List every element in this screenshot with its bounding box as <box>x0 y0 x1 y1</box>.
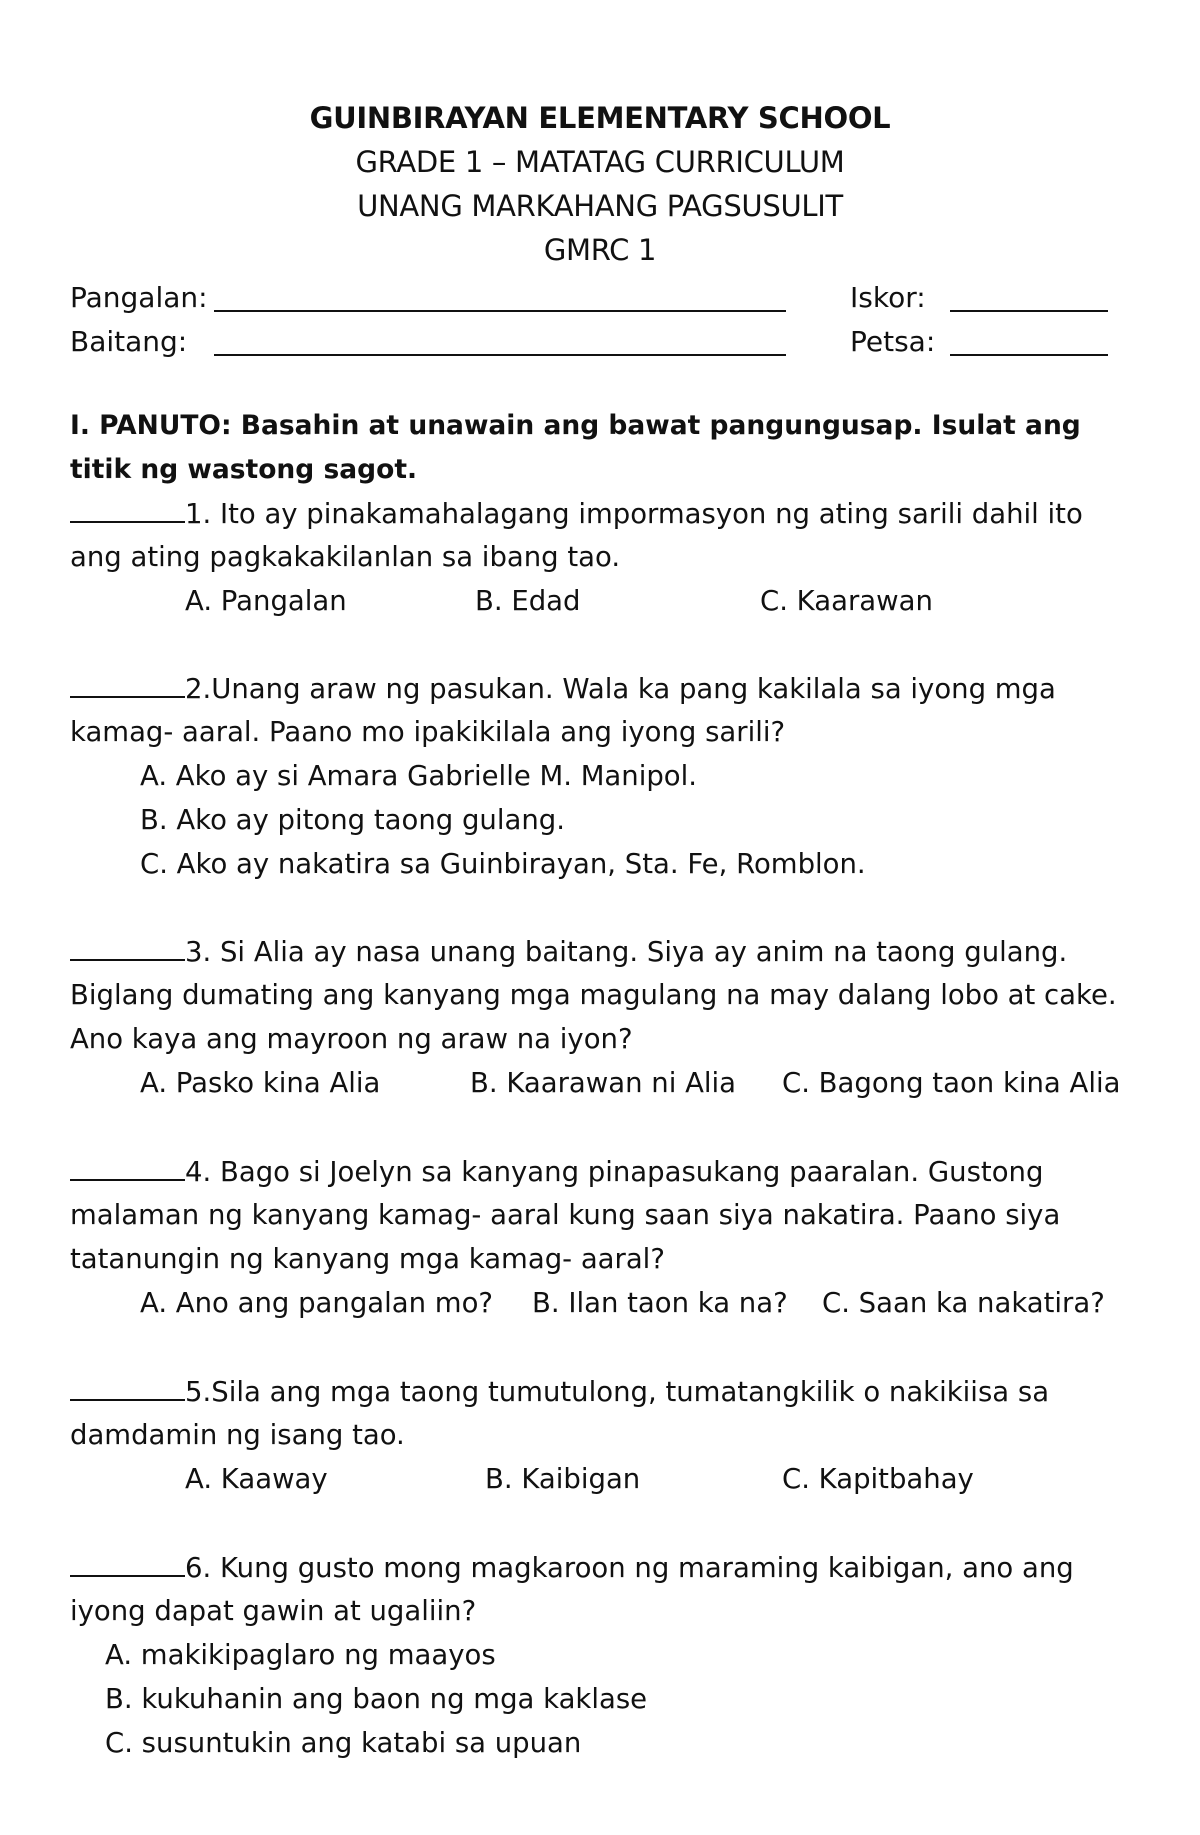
question-line <box>70 929 1067 974</box>
answer-blank[interactable] <box>70 1545 185 1577</box>
question-text: 3. Si Alia ay nasa unang baitang. Siya ay anim na taong gulang. <box>185 936 1068 968</box>
choice-c: C. Kaarawan <box>760 585 933 617</box>
question-text: Ano kaya ang mayroon ng araw na iyon? <box>70 1023 633 1055</box>
answer-blank[interactable] <box>70 1369 185 1401</box>
choice-b: B. Kaibigan <box>485 1463 641 1495</box>
grade-curriculum: GRADE 1 – MATATAG CURRICULUM <box>355 145 845 179</box>
choice-c: C. susuntukin ang katabi sa upuan <box>105 1727 582 1759</box>
question-text: 1. Ito ay pinakamahalagang impormasyon ng ating sarili dahil ito <box>185 498 1083 530</box>
answer-blank[interactable] <box>70 491 185 523</box>
question-text: tatanungin ng kanyang mga kamag- aaral? <box>70 1243 665 1275</box>
question-text: kamag- aaral. Paano mo ipakikilala ang iyong sarili? <box>70 716 786 748</box>
answer-blank[interactable] <box>70 1149 185 1181</box>
score-blank[interactable] <box>950 310 1108 312</box>
name-blank[interactable] <box>214 310 786 312</box>
choice-a: A. makikipaglaro ng maayos <box>105 1639 496 1671</box>
choice-a: A. Pangalan <box>185 585 347 617</box>
choice-c: C. Kapitbahay <box>782 1463 974 1495</box>
grade-label: Baitang: <box>70 325 188 358</box>
exam-title: UNANG MARKAHANG PAGSUSULIT <box>357 189 843 223</box>
question-text: 5.Sila ang mga taong tumutulong, tumatangkilik o nakikiisa sa <box>185 1376 1050 1408</box>
grade-blank[interactable] <box>214 354 786 356</box>
question-line <box>70 1369 1049 1414</box>
question-line <box>70 491 1083 536</box>
question-text: malaman ng kanyang kamag- aaral kung saan siya nakatira. Paano siya <box>70 1199 1061 1231</box>
score-label: Iskor: <box>850 281 926 314</box>
question-text: 2.Unang araw ng pasukan. Wala ka pang kakilala sa iyong mga <box>185 673 1056 705</box>
question-text: iyong dapat gawin at ugaliin? <box>70 1595 477 1627</box>
question-text: 6. Kung gusto mong magkaroon ng maraming kaibigan, ano ang <box>185 1552 1074 1584</box>
choice-c: C. Bagong taon kina Alia <box>782 1067 1121 1099</box>
choice-b: B. kukuhanin ang baon ng mga kaklase <box>105 1683 648 1715</box>
choice-b: B. Kaarawan ni Alia <box>470 1067 737 1099</box>
name-score-row <box>0 276 1200 320</box>
school-name: GUINBIRAYAN ELEMENTARY SCHOOL <box>309 101 891 135</box>
question-text: Biglang dumating ang kanyang mga magulang na may dalang lobo at cake. <box>70 979 1117 1011</box>
answer-blank[interactable] <box>70 929 185 961</box>
question-text: ang ating pagkakakilanlan sa ibang tao. <box>70 541 621 573</box>
exam-header <box>0 96 1200 272</box>
choice-c: C. Ako ay nakatira sa Guinbirayan, Sta. Fe, Romblon. <box>140 848 866 880</box>
answer-blank[interactable] <box>70 666 185 698</box>
choice-c: C. Saan ka nakatira? <box>822 1287 1105 1319</box>
choice-a: A. Ako ay si Amara Gabrielle M. Manipol. <box>140 760 698 792</box>
choice-a: A. Pasko kina Alia <box>140 1067 381 1099</box>
choice-a: A. Kaaway <box>185 1463 328 1495</box>
question-line <box>70 666 1056 711</box>
question-line <box>70 1149 1043 1194</box>
date-label: Petsa: <box>850 325 936 358</box>
choice-b: B. Ilan taon ka na? <box>532 1287 788 1319</box>
date-blank[interactable] <box>950 354 1108 356</box>
question-line <box>70 1545 1074 1590</box>
grade-date-row <box>0 320 1200 364</box>
subject-title: GMRC 1 <box>543 233 657 267</box>
choice-a: A. Ano ang pangalan mo? <box>140 1287 494 1319</box>
choice-b: B. Edad <box>475 585 581 617</box>
choice-b: B. Ako ay pitong taong gulang. <box>140 804 565 836</box>
instruction-text: I. PANUTO: Basahin at unawain ang bawat pangungusap. Isulat ang titik ng wastong sagot. <box>70 410 1081 485</box>
question-text: 4. Bago si Joelyn sa kanyang pinapasukang paaralan. Gustong <box>185 1156 1044 1188</box>
question-text: damdamin ng isang tao. <box>70 1419 405 1451</box>
name-label: Pangalan: <box>70 281 208 314</box>
